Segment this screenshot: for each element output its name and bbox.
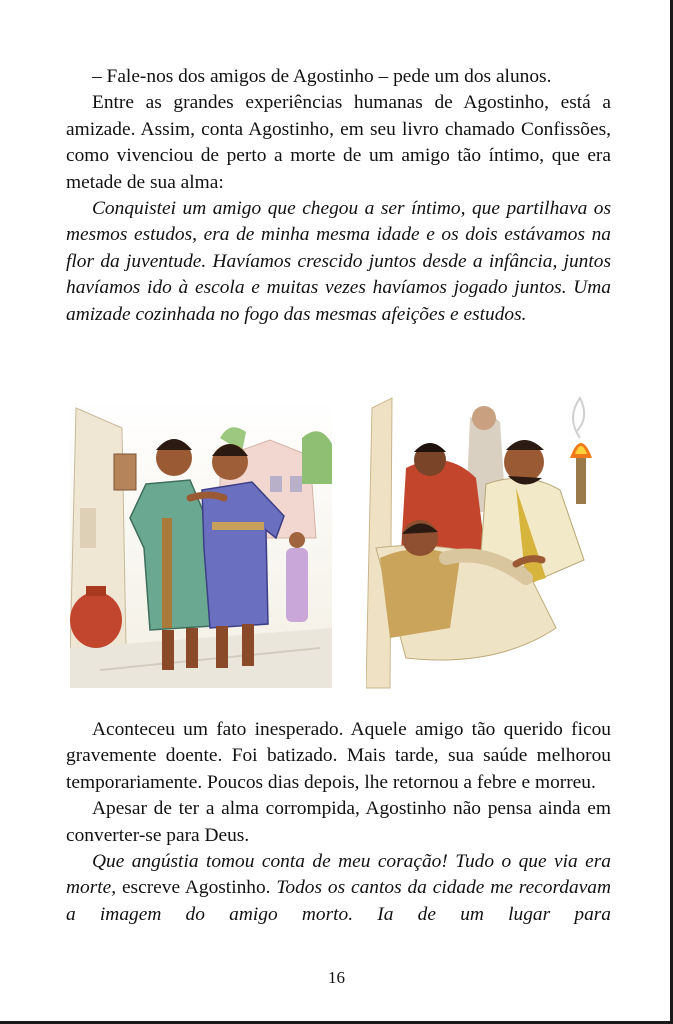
quote-anguish-part2: Todos os cantos da cidade me recordavam a imagem do amigo morto. Ia de um lugar para	[66, 877, 611, 925]
attribution-agostinho: escreve Agostinho.	[116, 877, 277, 899]
quote-confessions: Conquistei um amigo que chegou a ser íntimo, que partilhava os mesmos estudos, era de minha mesma idade e os dois estávamos na flor da juventude. Havíamos crescido juntos desde a infância, juntos havíamos ido à escola e muitas vezes havíamos jogado juntos. Uma amizade cozinhada no fogo das mesmas afeições e estudos.	[66, 198, 611, 325]
illustration-sick-friend	[366, 388, 612, 690]
page-number: 16	[328, 968, 345, 987]
paragraph-conversion: Apesar de ter a alma corrompida, Agostinho não pensa ainda em converter-se para Deus.	[66, 798, 611, 846]
paragraph-friendship: Entre as grandes experiências humanas de Agostinho, está a amizade. Assim, conta Agostinho, em seu livro chamado Confissões, como vivenciou de perto a morte de um amigo tão íntimo, que era metade de sua alma:	[66, 92, 611, 193]
dialogue-line: – Fale-nos dos amigos de Agostinho – pede um dos alunos.	[92, 66, 552, 87]
top-text-block	[66, 64, 611, 328]
quote-anguish-part1: Que angústia tomou conta de meu coração! Tudo o que via era morte,	[66, 851, 611, 899]
bottom-text-block	[66, 717, 611, 928]
illustration-two-friends	[70, 398, 332, 688]
paragraph-illness: Aconteceu um fato inesperado. Aquele amigo tão querido ficou gravemente doente. Foi batizado. Mais tarde, sua saúde melhorou temporariamente. Poucos dias depois, lhe retornou a febre e morreu.	[66, 719, 611, 793]
paragraph-anguish	[66, 849, 611, 928]
